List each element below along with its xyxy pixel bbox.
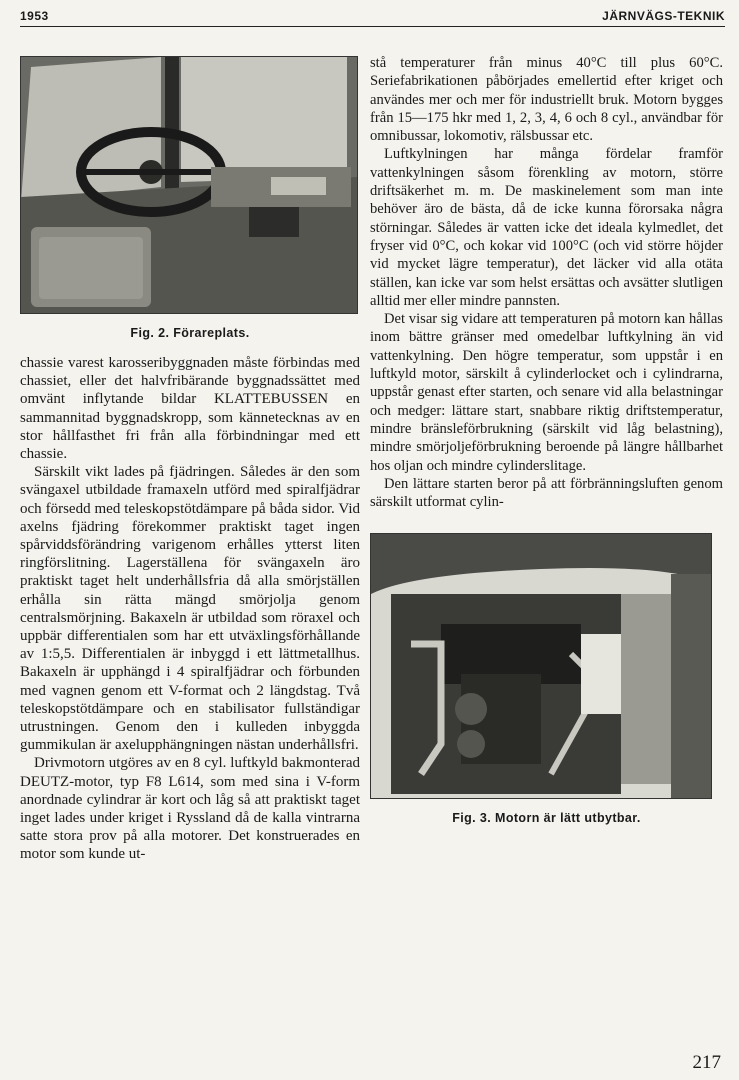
left-column xyxy=(20,56,360,864)
figure-2-caption: Fig. 2. Förareplats. xyxy=(130,326,250,340)
left-paragraph-2: Särskilt vikt lades på fjädringen. Således är den som svängaxel utbildade framaxeln utförd med spiralfjädrar och försedd med teleskopstötdämpare på båda sidor. Vid axelns fjädring förekommer praktiskt taget ingen spårviddsförändring varigenom erhålles ytterst liten ringförslitning. Lagerställena för svängaxeln äro praktiskt taget helt underhållsfria då alla smörjställen erhålla sin rätta mängd smörjolja genom centralsmörjning. Bakaxeln är utbildad som röraxel och uppbär differentialen som har ett utväxlingsförhållande av 1:5,5. Differentialen är inbyggd i ett lättmetallhus. Bakaxeln är upphängd i 4 spiralfjädrar och förbunden med vagnen genom ett V-format och 2 längdstag. Två teleskopstötdämpare och en stabilisator fullständigar utrustningen. Genom den i kulleden inbyggda gummikulan är axelupphängningen nästan underhållsfri. xyxy=(20,464,360,754)
left-paragraph-3: Drivmotorn utgöres av en 8 cyl. luftkyld bakmonterad DEUTZ-motor, typ F8 L614, som med sina i V-form anordnade cylindrar är kort och låg så att praktiskt taget inget lades under kriget i Ryssland då de kalla vintrarna satte stora prov på alla motorer. Det konstruerades en motor som kunde ut- xyxy=(20,755,360,863)
header-year: 1953 xyxy=(20,9,49,23)
right-paragraph-1: stå temperaturer från minus 40°C till plus 60°C. Seriefabrikationen påbörjades emellertid efter kriget och användes mer och mer för industriellt bruk. Motorn bygges från 15—175 hkr med 1, 2, 3, 4, 6 och 8 cyl., användbar för omnibussar, lokomotiv, rälsbussar etc. xyxy=(370,55,723,145)
header-journal-title: JÄRNVÄGS-TEKNIK xyxy=(602,9,725,23)
left-paragraph-1: chassie varest karosseribyggnaden måste förbindas med chassiet, eller det halvfribärande byggnadssättet med omvänt inflytande bildar KLATTEBUSSEN en sammannitad byggnadskropp, som kännetecknas av en stor hållfasthet fri från alla förbindningar med ett chassie. xyxy=(20,355,360,463)
drivers-seat-photo xyxy=(20,56,358,314)
engine-compartment-photo xyxy=(370,533,712,799)
page-header xyxy=(20,4,725,27)
page-number: 217 xyxy=(692,1052,721,1073)
left-body-text xyxy=(20,354,360,864)
right-paragraph-3: Det visar sig vidare att temperaturen på motorn kan hållas inom bättre gränser med omedelbar luftkylning än vid vattenkylning. Den högre temperatur, som uppstår i en luftkyld motor, särskilt å cylinderlocket och i cylindrarna, uppstår genast efter starten, och senare vid alla belastningar och medger: lättare start, snabbare riktig driftstemperatur, mindre bränsleförbrukning (särskilt vid låg belastning), mindre smörjoljeförbrukning beroende på längre hållbarhet hos oljan och mindre cylinderslitage. xyxy=(370,311,723,474)
figure-3-caption: Fig. 3. Motorn är lätt utbytbar. xyxy=(452,811,641,826)
right-paragraph-4: Den lättare starten beror på att förbränningsluften genom särskilt utformat cylin- xyxy=(370,475,723,511)
right-body-text xyxy=(370,54,723,511)
right-paragraph-2: Luftkylningen har många fördelar framför vattenkylningen såsom förenkling av motorn, större driftsäkerhet m. m. De maskinelement som man inte behöver äro de bästa, då de icke kunna förorsaka några störningar. Således är vatten icke det ideala kylmedlet, det fryser vid 0°C, och kokar vid 100°C (och vid större höjder vid mycket lägre temperatur), det läcker vid alla otäta ställen, kan icke var som helst ersättas och avsätter slutligen alltid mer eller mindre pannsten. xyxy=(370,146,723,309)
right-column xyxy=(370,54,723,825)
